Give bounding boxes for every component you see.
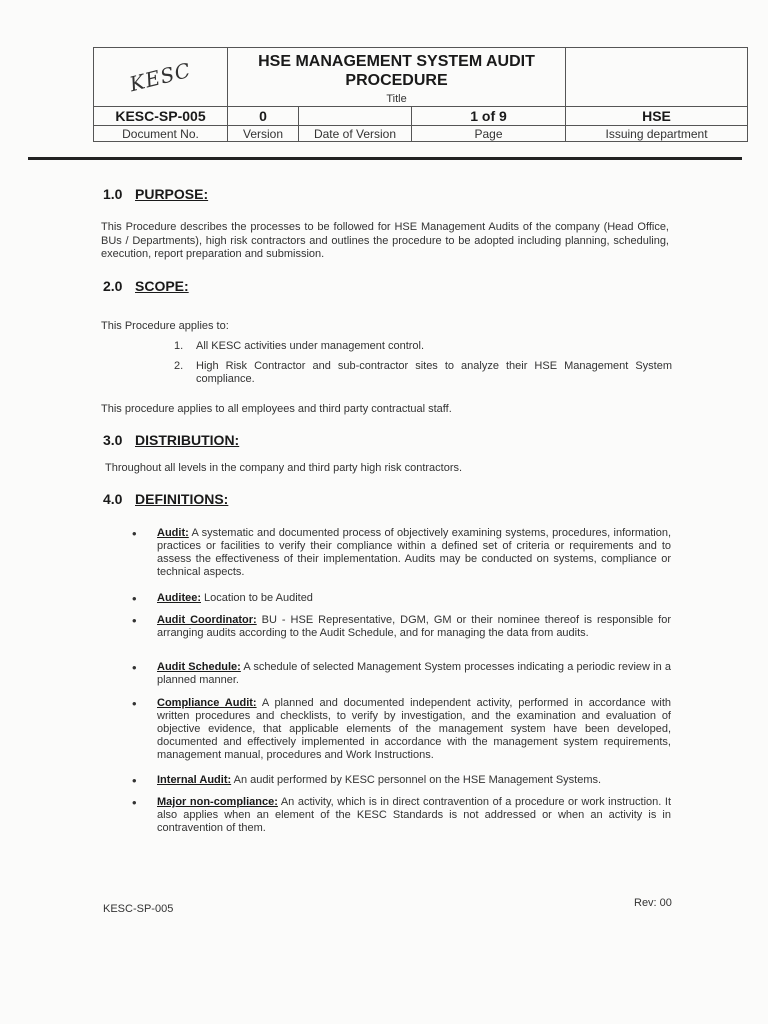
distribution-text: Throughout all levels in the company and third party high risk contractors. bbox=[105, 462, 463, 474]
section-title: DISTRIBUTION: bbox=[135, 432, 240, 448]
scope-outro: This procedure applies to all employees and third party contractual staff. bbox=[101, 403, 452, 415]
document-header-table bbox=[93, 47, 748, 142]
list-number: 1. bbox=[174, 340, 184, 352]
bullet-icon: • bbox=[132, 795, 137, 810]
footer-document-number: KESC-SP-005 bbox=[103, 903, 174, 915]
bullet-icon: • bbox=[132, 526, 137, 541]
document-number: KESC-SP-005 bbox=[94, 107, 228, 126]
definition-item bbox=[132, 774, 672, 788]
definition-term: Audit Coordinator: bbox=[157, 614, 257, 626]
section-number: 3.0 bbox=[103, 432, 123, 448]
definition-text: A systematic and documented process of objectively examining systems, procedures, information, practices or facilities to verify their compliance within a defined set of criteria or requirements and to assess the effectiveness of their implementation. Audits may be conducted on systems, compliance or technical aspects. bbox=[157, 527, 671, 578]
purpose-text: This Procedure describes the processes to be followed for HSE Management Audits of the company (Head Office, BUs / Departments), high risk contractors and outlines the procedure to be adopted including planning, scheduling, execution, report preparation and submission. bbox=[101, 221, 669, 260]
bullet-icon: • bbox=[132, 696, 137, 711]
bullet-icon: • bbox=[132, 591, 137, 606]
version-caption: Version bbox=[228, 126, 299, 142]
blank-cell bbox=[566, 48, 748, 107]
title-cell bbox=[228, 48, 566, 107]
list-text: High Risk Contractor and sub-contractor sites to analyze their HSE Management System compliance. bbox=[196, 360, 672, 385]
list-item bbox=[174, 340, 674, 354]
definition-text: Location to be Audited bbox=[201, 592, 313, 604]
definition-term: Compliance Audit: bbox=[157, 697, 257, 709]
definition-text: A schedule of selected Management System processes indicating a periodic review in a planned manner. bbox=[157, 661, 671, 686]
document-title bbox=[228, 48, 565, 90]
page-number: 1 of 9 bbox=[412, 107, 566, 126]
kesc-logo: KESC bbox=[127, 57, 194, 97]
section-title: SCOPE: bbox=[135, 278, 189, 294]
definition-item bbox=[132, 796, 672, 838]
section-heading-definitions bbox=[103, 491, 228, 507]
issuing-department: HSE bbox=[566, 107, 748, 126]
list-item bbox=[174, 360, 674, 388]
section-heading-distribution bbox=[103, 432, 239, 448]
bullet-icon: • bbox=[132, 660, 137, 675]
header-divider bbox=[28, 157, 742, 160]
list-text: All KESC activities under management control. bbox=[196, 340, 425, 352]
definition-text: BU - HSE Representative, DGM, GM or their nominee thereof is responsible for arranging audits according to the Audit Schedule, and for managing the data from audits. bbox=[157, 614, 672, 639]
definition-term: Audit Schedule: bbox=[157, 661, 241, 673]
document-number-caption: Document No. bbox=[94, 126, 228, 142]
page-caption: Page bbox=[412, 126, 566, 142]
bullet-icon: • bbox=[132, 613, 137, 628]
section-number: 2.0 bbox=[103, 278, 123, 294]
section-number: 1.0 bbox=[103, 186, 123, 202]
definition-text: A planned and documented independent activity, performed in accordance with written procedures and checklists, to verify by investigation, and the examination and evaluation of objective evidence, that applicable elements of the management system have been developed, documented and effectively implemented in accordance with the management system requirements, management manual, procedures and Work Instructions. bbox=[157, 697, 671, 761]
definition-text: An activity, which is in direct contravention of a procedure or work instruction. It also applies when an element of the KESC Standards is not addressed or when an activity is in contravention of them. bbox=[157, 796, 671, 834]
logo-cell bbox=[94, 48, 228, 107]
section-title: DEFINITIONS: bbox=[135, 491, 229, 507]
definition-term: Major non-compliance: bbox=[157, 796, 278, 808]
definition-term: Internal Audit: bbox=[157, 774, 232, 786]
title-line-2: PROCEDURE bbox=[345, 72, 448, 89]
definition-term: Audit: bbox=[157, 527, 189, 539]
footer-revision: Rev: 00 bbox=[634, 897, 672, 909]
title-line-1: HSE MANAGEMENT SYSTEM AUDIT bbox=[258, 53, 535, 70]
title-caption: Title bbox=[386, 93, 407, 105]
section-heading-purpose bbox=[103, 186, 208, 202]
definition-text: An audit performed by KESC personnel on the HSE Management Systems. bbox=[231, 774, 602, 786]
definition-term: Auditee: bbox=[157, 592, 201, 604]
definition-item bbox=[132, 527, 672, 583]
definition-item bbox=[132, 614, 672, 656]
section-number: 4.0 bbox=[103, 491, 123, 507]
section-title: PURPOSE: bbox=[135, 186, 209, 202]
definition-item bbox=[132, 697, 672, 767]
version-number: 0 bbox=[228, 107, 299, 126]
definition-item bbox=[132, 661, 672, 689]
date-caption: Date of Version bbox=[299, 126, 412, 142]
section-heading-scope bbox=[103, 278, 189, 294]
list-number: 2. bbox=[174, 360, 184, 372]
definition-item bbox=[132, 592, 672, 606]
department-caption: Issuing department bbox=[566, 126, 748, 142]
scope-intro: This Procedure applies to: bbox=[101, 320, 229, 332]
bullet-icon: • bbox=[132, 773, 137, 788]
date-of-version bbox=[299, 107, 412, 126]
